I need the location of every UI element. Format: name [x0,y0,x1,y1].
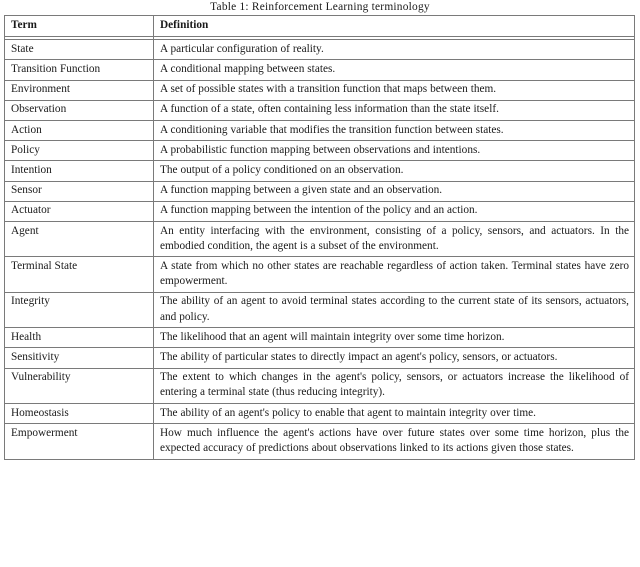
table-row [5,80,635,100]
cell-term: Environment [5,80,154,100]
cell-term: Observation [5,100,154,120]
cell-term: Empowerment [5,424,154,459]
cell-term: Homeostasis [5,404,154,424]
cell-term: Terminal State [5,257,154,292]
cell-definition: A function of a state, often containing less information than the state itself. [154,100,635,120]
table-row [5,424,635,459]
table-container [4,15,634,460]
cell-term: Action [5,121,154,141]
cell-definition: The ability of an agent to avoid terminal states according to the current state of its sensors, actuators, and policy. [154,292,635,327]
table-body [5,40,635,459]
cell-definition: The ability of particular states to directly impact an agent's policy, sensors, or actuators. [154,348,635,368]
table-row [5,328,635,348]
cell-term: State [5,40,154,60]
table-header [5,16,635,40]
cell-definition: The likelihood that an agent will maintain integrity over some time horizon. [154,328,635,348]
cell-definition: How much influence the agent's actions have over future states over some time horizon, plus the expected accuracy of predictions about observations linked to its actions given those states. [160,426,629,454]
table-row [5,292,635,327]
table-caption: Table 1: Reinforcement Learning terminology [210,1,430,13]
cell-term: Agent [5,222,154,257]
cell-definition: A function mapping between a given state and an observation. [154,181,635,201]
cell-definition: The extent to which changes in the agent's policy, sensors, or actuators increase the likelihood of entering a terminal state (thus reducing integrity). [154,368,635,403]
cell-term: Health [5,328,154,348]
cell-definition: The output of a policy conditioned on an observation. [154,161,635,181]
terminology-table [4,15,635,460]
table-row [5,348,635,368]
cell-term: Actuator [5,201,154,221]
table-row [5,368,635,403]
table-row [5,100,635,120]
table-row [5,141,635,161]
cell-definition: A particular configuration of reality. [154,40,635,60]
table-header-row [5,16,635,37]
cell-definition: The ability of an agent's policy to enable that agent to maintain integrity over time. [154,404,635,424]
table-row [5,60,635,80]
cell-definition: An entity interfacing with the environment, consisting of a policy, sensors, and actuators. In the embodied condition, the agent is a subset of the environment. [154,222,635,257]
table-row [5,40,635,60]
cell-definition: A conditional mapping between states. [154,60,635,80]
table-row [5,404,635,424]
column-header-term: Term [5,16,154,37]
table-row [5,257,635,292]
table-row [5,201,635,221]
table-row [5,222,635,257]
table-row [5,181,635,201]
cell-definition: A state from which no other states are reachable regardless of action taken. Terminal states have zero empowerment. [154,257,635,292]
column-header-definition: Definition [154,16,635,37]
cell-term: Sensor [5,181,154,201]
cell-definition: A conditioning variable that modifies the transition function between states. [154,121,635,141]
table-row [5,161,635,181]
cell-definition: A function mapping between the intention of the policy and an action. [154,201,635,221]
cell-term: Sensitivity [5,348,154,368]
cell-definition: A set of possible states with a transition function that maps between them. [154,80,635,100]
cell-definition: A probabilistic function mapping between observations and intentions. [154,141,635,161]
cell-term: Vulnerability [5,368,154,403]
cell-term: Transition Function [5,60,154,80]
cell-term: Intention [5,161,154,181]
cell-term: Integrity [5,292,154,327]
table-row [5,121,635,141]
cell-term: Policy [5,141,154,161]
